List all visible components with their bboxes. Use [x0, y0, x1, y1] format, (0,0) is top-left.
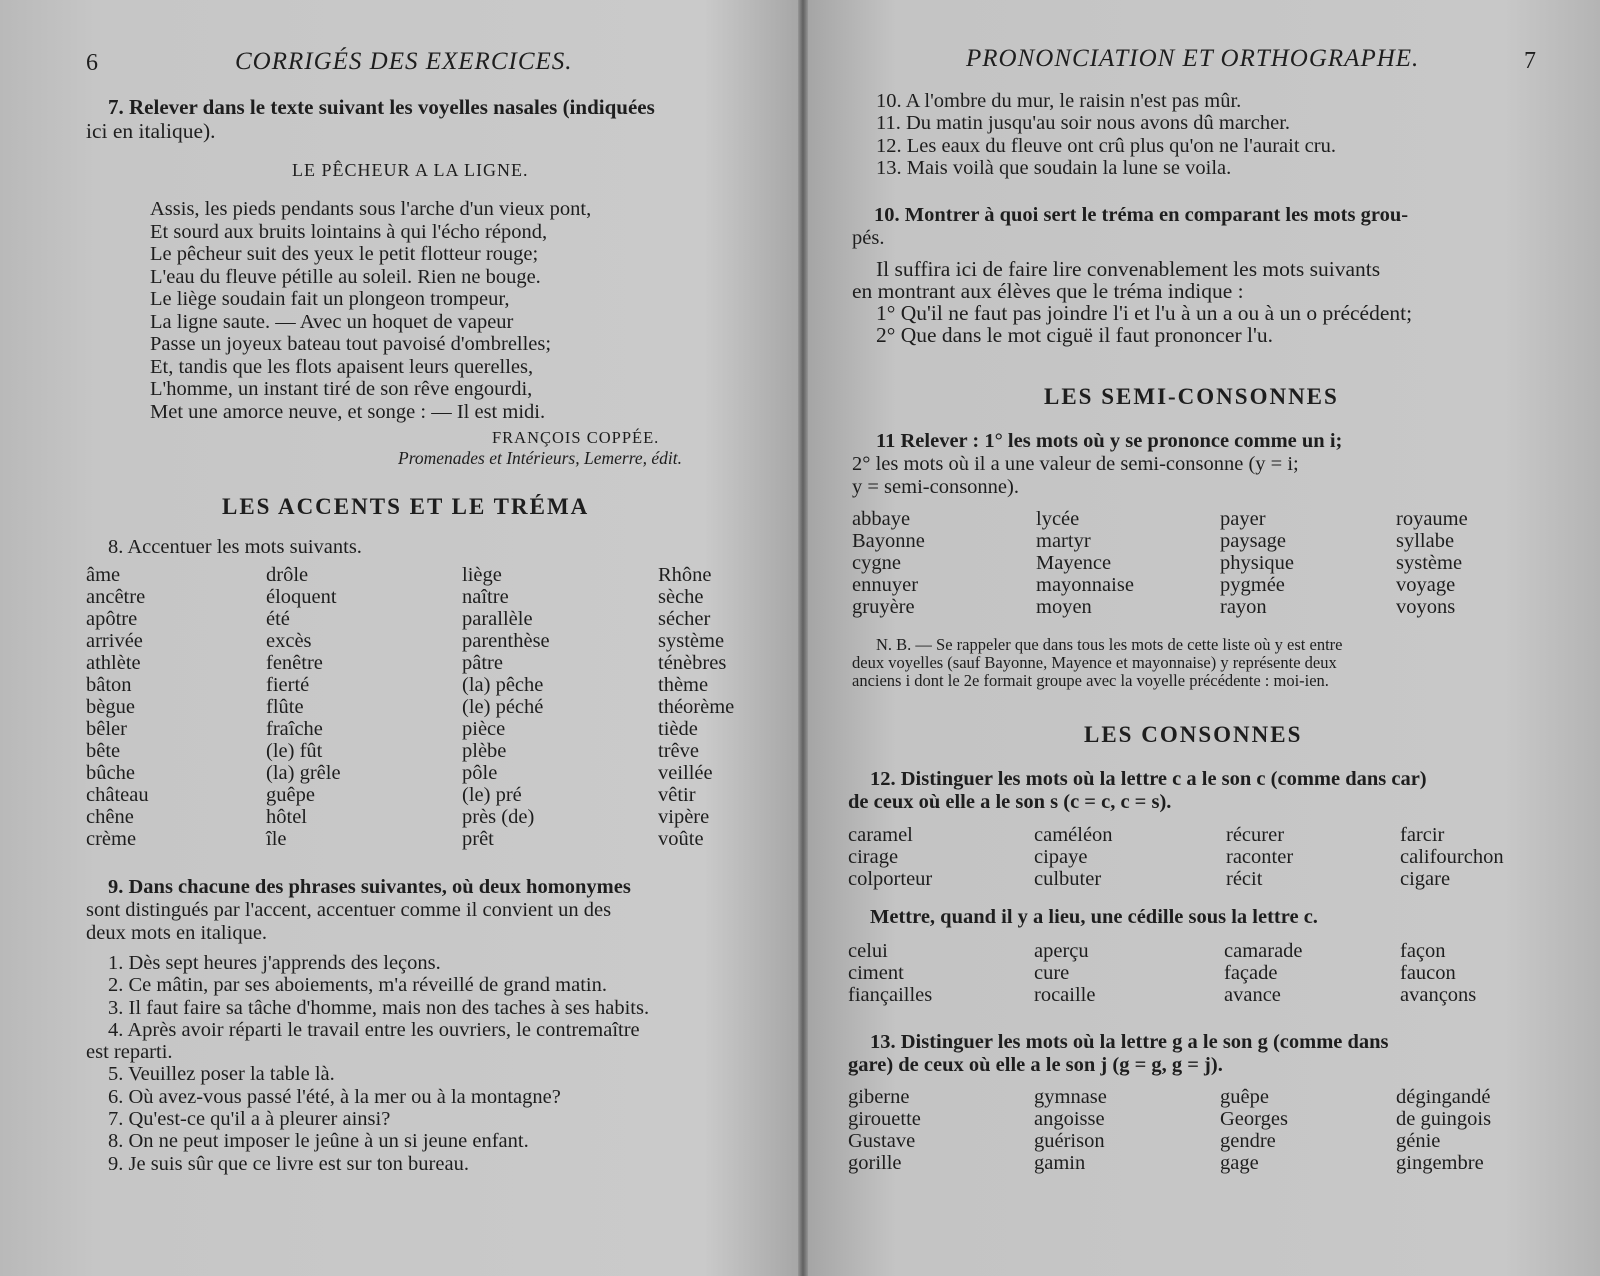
list-item: vêtir: [658, 784, 696, 806]
list-item: camarade: [1224, 940, 1303, 962]
cedille-word-columns: [848, 940, 1530, 1006]
list-item: fraîche: [266, 718, 323, 740]
list-item: parenthèse: [462, 630, 550, 652]
list-item: angoisse: [1034, 1108, 1105, 1130]
list-item: 1. Dès sept heures j'apprends des leçons.: [108, 952, 441, 974]
poem-line: Et, tandis que les flots apaisent leurs querelles,: [150, 355, 534, 378]
list-item: sèche: [658, 586, 704, 608]
poem: [150, 198, 591, 423]
list-item: pièce: [462, 718, 506, 740]
list-item: colporteur: [848, 868, 933, 890]
list-item: califourchon: [1400, 846, 1504, 868]
list-item: Bayonne: [852, 530, 925, 552]
list-item: faucon: [1400, 962, 1456, 984]
poem-line: Et sourd aux bruits lointains à qui l'écho répond,: [150, 220, 548, 243]
cedille-col-4: [1400, 940, 1530, 1006]
list-item: cure: [1034, 962, 1070, 984]
list-item: paysage: [1220, 530, 1287, 552]
ex11-word-columns: [852, 508, 1516, 618]
nb-note-line3: anciens i dont le 2e formait groupe avec la voyelle précédente : moi-ien.: [852, 671, 1329, 690]
list-item: rocaille: [1034, 984, 1096, 1006]
left-page-number: 6: [86, 50, 98, 76]
list-item: Rhône: [658, 564, 712, 586]
poem-line: Le pêcheur suit des yeux le petit flotteur rouge;: [150, 243, 539, 265]
list-item: physique: [1220, 552, 1295, 574]
list-item: 8. On ne peut imposer le jeûne à un si jeune enfant.: [108, 1130, 529, 1153]
ex12-col-2: [1034, 824, 1226, 890]
cedille-col-3: [1224, 940, 1400, 1006]
ex13-col-1: [848, 1086, 1034, 1174]
list-item: gymnase: [1034, 1086, 1107, 1108]
ex8-instruction: 8. Accentuer les mots suivants.: [108, 536, 362, 558]
list-item: mayonnaise: [1036, 574, 1134, 596]
list-item: Gustave: [848, 1130, 916, 1152]
list-item: 6. Où avez-vous passé l'été, à la mer ou à la montagne?: [108, 1085, 561, 1108]
ex10-paragraph-line2: en montrant aux élèves que le tréma indique :: [852, 279, 1244, 303]
list-item: fenêtre: [266, 652, 323, 674]
list-item: avançons: [1400, 984, 1477, 1006]
poem-line: L'homme, un instant tiré de son rêve engourdi,: [150, 378, 533, 400]
poem-source: Promenades et Intérieurs, Lemerre, édit.: [398, 448, 682, 468]
list-item: lycée: [1036, 508, 1080, 530]
list-item: raconter: [1226, 846, 1294, 868]
list-item: cipaye: [1034, 846, 1088, 868]
ex12-word-columns: [848, 824, 1530, 890]
list-item: 11. Du matin jusqu'au soir nous avons dû marcher.: [876, 112, 1291, 135]
ex13-instruction-line2: gare) de ceux où elle a le son j (g = g, g = j).: [848, 1054, 1223, 1076]
poem-title: LE PÊCHEUR A LA LIGNE.: [292, 160, 529, 180]
list-item: Georges: [1220, 1108, 1288, 1130]
list-item: aperçu: [1034, 940, 1089, 962]
list-item: parallèle: [462, 608, 533, 630]
poem-author: FRANÇOIS COPPÉE.: [492, 428, 660, 447]
list-item: plèbe: [462, 740, 507, 762]
ex12-col-3: [1226, 824, 1400, 890]
list-item: gage: [1220, 1152, 1259, 1174]
list-item: cirage: [848, 846, 899, 868]
list-item: bâton: [86, 674, 132, 696]
list-item: abbaye: [852, 508, 911, 530]
list-item: royaume: [1396, 508, 1468, 530]
list-item: martyr: [1036, 530, 1091, 552]
section-consonnes-heading: LES CONSONNES: [1084, 722, 1303, 747]
list-item: dégingandé: [1396, 1086, 1491, 1108]
ex13-col-3: [1220, 1086, 1396, 1174]
ex8-col-3: [462, 564, 658, 850]
poem-line: Assis, les pieds pendants sous l'arche d'un vieux pont,: [150, 198, 592, 220]
right-page: [808, 0, 1600, 1276]
list-item: prêt: [462, 828, 494, 850]
list-item: 7. Qu'est-ce qu'il a à pleurer ainsi?: [108, 1108, 391, 1131]
list-item: (la) pêche: [462, 674, 544, 696]
list-item: thème: [658, 674, 709, 696]
list-item: payer: [1220, 508, 1266, 530]
list-item: bègue: [86, 696, 135, 718]
list-item: île: [266, 828, 287, 850]
list-item: ancêtre: [86, 586, 146, 608]
ex10-instruction-line2: pés.: [852, 227, 885, 249]
list-item: fiançailles: [848, 984, 933, 1006]
list-item: ciment: [848, 962, 904, 984]
right-page-number: 7: [1524, 48, 1536, 74]
list-item: gingembre: [1396, 1152, 1484, 1174]
ex9-instruction-line1: 9. Dans chacune des phrases suivantes, où deux homonymes: [108, 876, 631, 898]
ex9-instruction-line3: deux mots en italique.: [86, 922, 268, 944]
left-running-header: CORRIGÉS DES EXERCICES.: [235, 48, 573, 75]
list-item: gendre: [1220, 1130, 1276, 1152]
poem-line: Le liège soudain fait un plongeon trompeur,: [150, 288, 510, 310]
top-sentence-list: [876, 90, 1336, 179]
nb-note-line2: deux voyelles (sauf Bayonne, Mayence et mayonnaise) y représente deux: [852, 653, 1337, 672]
ex13-instruction-line1: 13. Distinguer les mots où la lettre g a le son g (comme dans: [870, 1031, 1389, 1053]
ex8-col-1: [86, 564, 266, 850]
list-item: excès: [266, 630, 312, 652]
list-item: rayon: [1220, 596, 1267, 618]
ex12-instruction-line1: 12. Distinguer les mots où la lettre c a le son c (comme dans car): [870, 768, 1427, 790]
ex11-col-3: [1220, 508, 1396, 618]
cedille-col-2: [1034, 940, 1224, 1006]
list-item: façade: [1224, 962, 1278, 984]
list-item: château: [86, 784, 149, 806]
list-item: bûche: [86, 762, 135, 784]
list-item: naître: [462, 586, 509, 608]
list-item: tiède: [658, 718, 698, 740]
ex8-col-4: [658, 564, 758, 850]
list-item: cygne: [852, 552, 901, 574]
list-item: 12. Les eaux du fleuve ont crû plus qu'on ne l'aurait cru.: [876, 134, 1336, 157]
list-item: (la) grêle: [266, 762, 341, 784]
list-item: pâtre: [462, 652, 503, 674]
ex8-word-columns: [86, 564, 758, 850]
poem-line: L'eau du fleuve pétille au soleil. Rien ne bouge.: [150, 265, 541, 288]
cedille-instruction: Mettre, quand il y a lieu, une cédille sous la lettre c.: [870, 906, 1318, 928]
list-item: bête: [86, 740, 121, 762]
list-item: voûte: [658, 828, 704, 850]
list-item: ténèbres: [658, 652, 727, 674]
list-item: bêler: [86, 718, 127, 740]
ex11-col-2: [1036, 508, 1220, 618]
ex12-col-4: [1400, 824, 1530, 890]
nb-note-line1: N. B. — Se rappeler que dans tous les mots de cette liste où y est entre: [876, 635, 1343, 654]
poem-line: Met une amorce neuve, et songe : — Il est midi.: [150, 400, 546, 423]
list-item: athlète: [86, 652, 141, 674]
list-item: 2. Ce mâtin, par ses aboiements, m'a réveillé de grand matin.: [108, 974, 607, 997]
list-item: farcir: [1400, 824, 1445, 846]
list-item: Mayence: [1036, 552, 1112, 574]
list-item: giberne: [848, 1086, 910, 1108]
ex11-instruction-line1: 11 Relever : 1° les mots où y se prononce comme un i;: [876, 430, 1343, 452]
list-item: 13. Mais voilà que soudain la lune se voila.: [876, 156, 1232, 179]
list-item: 10. A l'ombre du mur, le raisin n'est pas mûr.: [876, 90, 1242, 112]
ex13-col-4: [1396, 1086, 1526, 1174]
ex12-col-1: [848, 824, 1034, 890]
ex9-instruction-line2: sont distingués par l'accent, accentuer comme il convient un des: [86, 899, 612, 921]
list-item: 3. Il faut faire sa tâche d'homme, mais non des taches à ses habits.: [108, 996, 650, 1019]
list-item: près (de): [462, 806, 535, 828]
section-accents-heading: LES ACCENTS ET LE TRÉMA: [222, 494, 590, 519]
list-item: chêne: [86, 806, 134, 828]
list-item: celui: [848, 940, 888, 962]
ex7-instruction-line1: 7. Relever dans le texte suivant les voyelles nasales (indiquées: [108, 95, 655, 119]
list-item: gorille: [848, 1152, 902, 1174]
list-item: ennuyer: [852, 574, 919, 596]
ex10-paragraph-line1: Il suffira ici de faire lire convenablement les mots suivants: [876, 257, 1381, 281]
list-item: guêpe: [1220, 1086, 1269, 1108]
list-item: gruyère: [852, 596, 915, 618]
list-item: récurer: [1226, 824, 1285, 846]
list-item: récit: [1226, 868, 1263, 890]
list-item: (le) fût: [266, 740, 323, 762]
ex8-col-2: [266, 564, 462, 850]
list-item: voyage: [1396, 574, 1456, 596]
list-item: théorème: [658, 696, 735, 718]
list-item: apôtre: [86, 608, 138, 630]
list-item: trêve: [658, 740, 699, 762]
ex11-col-1: [852, 508, 1036, 618]
list-item: système: [658, 630, 725, 652]
ex12-instruction-line2: de ceux où elle a le son s (c = c, c = s).: [848, 791, 1172, 813]
list-item: caramel: [848, 824, 913, 846]
section-semi-consonnes-heading: LES SEMI-CONSONNES: [1044, 384, 1339, 409]
list-item: pygmée: [1220, 574, 1285, 596]
list-item: pôle: [462, 762, 498, 784]
list-item: (le) péché: [462, 696, 544, 718]
list-item: âme: [86, 564, 121, 586]
list-item: drôle: [266, 564, 309, 586]
ex11-col-4: [1396, 508, 1516, 618]
list-item: éloquent: [266, 586, 337, 608]
right-running-header: PRONONCIATION ET ORTHOGRAPHE.: [966, 45, 1420, 72]
list-item: 5. Veuillez poser la table là.: [108, 1063, 335, 1086]
list-item: flûte: [266, 696, 304, 718]
ex10-instruction-line1: 10. Montrer à quoi sert le tréma en comparant les mots grou-: [874, 204, 1409, 226]
list-item: guêpe: [266, 784, 315, 806]
ex13-col-2: [1034, 1086, 1220, 1174]
list-item: voyons: [1396, 596, 1456, 618]
list-item: est reparti.: [86, 1041, 173, 1064]
ex11-instruction-line2: 2° les mots où il a une valeur de semi-consonne (y = i;: [852, 453, 1299, 475]
list-item: cigare: [1400, 868, 1451, 890]
list-item: de guingois: [1396, 1108, 1492, 1130]
list-item: vipère: [658, 806, 710, 828]
list-item: sécher: [658, 608, 711, 630]
ex10-paragraph-line3: 1° Qu'il ne faut pas joindre l'i et l'u à un a ou à un o précédent;: [876, 301, 1413, 325]
ex11-instruction-line3: y = semi-consonne).: [852, 476, 1019, 498]
poem-line: Passe un joyeux bateau tout pavoisé d'ombrelles;: [150, 333, 552, 355]
list-item: système: [1396, 552, 1463, 574]
list-item: moyen: [1036, 596, 1092, 618]
list-item: caméléon: [1034, 824, 1113, 846]
list-item: avance: [1224, 984, 1281, 1006]
list-item: arrivée: [86, 630, 143, 652]
list-item: gamin: [1034, 1152, 1086, 1174]
list-item: crème: [86, 828, 137, 850]
list-item: guérison: [1034, 1130, 1105, 1152]
list-item: liège: [462, 564, 502, 586]
list-item: fierté: [266, 674, 310, 696]
list-item: veillée: [658, 762, 713, 784]
list-item: 4. Après avoir réparti le travail entre les ouvriers, le contremaître: [108, 1018, 640, 1041]
list-item: hôtel: [266, 806, 307, 828]
list-item: girouette: [848, 1108, 921, 1130]
ex10-paragraph-line4: 2° Que dans le mot ciguë il faut prononcer l'u.: [876, 323, 1273, 347]
list-item: été: [266, 608, 290, 630]
list-item: syllabe: [1396, 530, 1455, 552]
ex9-sentence-list: [86, 952, 650, 1175]
list-item: (le) pré: [462, 784, 522, 806]
list-item: 9. Je suis sûr que ce livre est sur ton bureau.: [108, 1152, 469, 1175]
poem-line: La ligne saute. — Avec un hoquet de vapeur: [150, 310, 514, 333]
cedille-col-1: [848, 940, 1034, 1006]
list-item: génie: [1396, 1130, 1441, 1152]
list-item: façon: [1400, 940, 1446, 962]
ex7-instruction-line2: ici en italique).: [86, 119, 216, 143]
list-item: culbuter: [1034, 868, 1102, 890]
ex13-word-columns: [848, 1086, 1526, 1174]
